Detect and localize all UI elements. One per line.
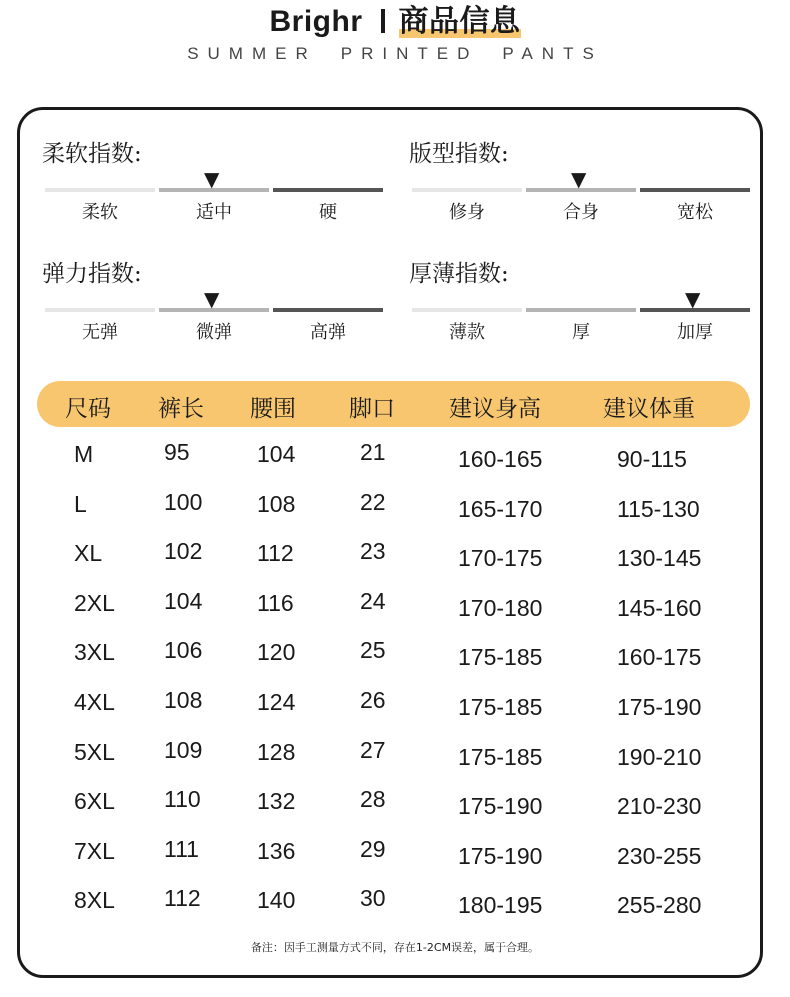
index-scale-bar — [45, 308, 155, 312]
title-separator — [381, 9, 385, 33]
table-cell: 140 — [257, 887, 296, 914]
header-size: 尺码 — [65, 396, 111, 422]
index-label: 弹力指数: — [42, 261, 142, 287]
index-option: 微弹 — [196, 322, 232, 343]
table-row — [0, 736, 790, 787]
table-cell: 5XL — [74, 738, 115, 765]
table-cell: 24 — [360, 587, 386, 614]
table-cell: 23 — [360, 538, 386, 565]
index-option: 修身 — [449, 202, 485, 223]
table-cell: 255-280 — [617, 892, 702, 919]
table-cell: 21 — [360, 439, 386, 465]
table-cell: 116 — [257, 589, 294, 616]
table-cell: 22 — [360, 488, 386, 515]
header-hem: 脚口 — [349, 396, 395, 422]
subtitle-word: PANTS — [502, 44, 603, 63]
table-cell: 132 — [257, 788, 296, 815]
index-option: 硬 — [319, 202, 337, 223]
table-row — [0, 835, 790, 886]
table-cell: XL — [74, 540, 103, 567]
index-option: 无弹 — [82, 322, 118, 343]
table-cell: 7XL — [74, 837, 115, 864]
table-cell: 108 — [164, 687, 203, 713]
header-length: 裤长 — [158, 396, 204, 422]
table-cell: 175-190 — [458, 842, 543, 869]
table-row — [0, 788, 790, 836]
table-cell: 104 — [257, 441, 296, 467]
index-option: 高弹 — [310, 322, 346, 343]
table-cell: 26 — [360, 687, 386, 713]
title-cn — [399, 0, 521, 40]
table-cell: 136 — [257, 837, 296, 864]
table-cell: 29 — [360, 835, 386, 862]
table-cell: 124 — [257, 689, 296, 715]
table-cell: 175-190 — [617, 694, 702, 720]
table-cell: 230-255 — [617, 842, 702, 869]
index-scale-bar — [640, 188, 750, 192]
index-option: 厚 — [572, 322, 590, 343]
table-cell: L — [74, 490, 87, 517]
index-label: 厚薄指数: — [409, 261, 509, 287]
table-cell: 180-195 — [458, 892, 543, 919]
index-option: 适中 — [196, 202, 232, 223]
table-cell: 190-210 — [617, 743, 702, 770]
table-cell: 102 — [164, 538, 203, 565]
size-table-header — [37, 381, 750, 427]
table-row — [0, 587, 790, 638]
index-scale-bar — [526, 308, 636, 312]
table-cell: 104 — [164, 587, 203, 614]
table-cell: 210-230 — [617, 793, 702, 820]
table-cell: 165-170 — [458, 495, 543, 522]
table-cell: 170-175 — [458, 545, 543, 572]
table-cell: 112 — [257, 540, 294, 567]
table-cell: 145-160 — [617, 594, 702, 621]
table-cell: 175-185 — [458, 694, 543, 720]
table-row — [0, 441, 790, 489]
table-cell: 120 — [257, 639, 296, 666]
table-cell: 3XL — [74, 639, 115, 666]
header-height: 建议身高 — [449, 396, 541, 422]
footnote: 备注：因手工测量方式不同，存在1-2CM误差，属于合理。 — [250, 941, 540, 954]
index-option: 薄款 — [449, 322, 485, 343]
table-cell: 115-130 — [617, 495, 700, 522]
table-cell: 175-185 — [458, 743, 543, 770]
index-option: 宽松 — [677, 202, 713, 223]
selected-marker-icon: ▼ — [204, 167, 220, 191]
table-cell: 160-165 — [458, 446, 543, 472]
table-cell: 112 — [164, 885, 201, 912]
table-cell: 27 — [360, 736, 386, 763]
table-row — [0, 639, 790, 687]
table-cell: 108 — [257, 490, 296, 517]
table-cell: 110 — [164, 786, 201, 813]
page-header — [0, 0, 790, 90]
index-option: 加厚 — [677, 322, 713, 343]
table-cell: 2XL — [74, 589, 115, 616]
table-cell: 6XL — [74, 788, 115, 815]
subtitle-word: PRINTED — [340, 44, 479, 63]
table-cell: 111 — [164, 835, 199, 862]
title-cn-text: 商品信息 — [398, 4, 521, 39]
index-label: 柔软指数: — [42, 141, 142, 167]
table-cell: 109 — [164, 736, 203, 763]
table-cell: 160-175 — [617, 644, 702, 671]
index-scale-bar — [45, 188, 155, 192]
table-cell: 30 — [360, 885, 386, 912]
table-cell: M — [74, 441, 94, 467]
brand-name: Brighr — [269, 5, 363, 38]
table-cell: 28 — [360, 786, 386, 813]
index-scale-bar — [273, 308, 383, 312]
selected-marker-icon: ▼ — [685, 287, 701, 311]
selected-marker-icon: ▼ — [571, 167, 587, 191]
index-label: 版型指数: — [409, 141, 509, 167]
table-row — [0, 540, 790, 588]
table-cell: 175-190 — [458, 793, 543, 820]
table-cell: 90-115 — [617, 446, 687, 472]
index-option: 合身 — [563, 202, 599, 223]
table-cell: 175-185 — [458, 644, 543, 671]
table-row — [0, 488, 790, 539]
index-scale-bar — [273, 188, 383, 192]
table-cell: 95 — [164, 439, 190, 465]
index-scale-bar — [412, 308, 522, 312]
table-cell: 170-180 — [458, 594, 543, 621]
index-option: 柔软 — [82, 202, 118, 223]
header-weight: 建议体重 — [603, 396, 695, 422]
table-row — [0, 887, 790, 935]
table-row — [0, 689, 790, 737]
subtitle — [0, 44, 790, 64]
table-cell: 128 — [257, 738, 296, 765]
subtitle-word: SUMMER — [187, 44, 317, 63]
table-cell: 130-145 — [617, 545, 702, 572]
table-cell: 25 — [360, 637, 386, 664]
table-cell: 4XL — [74, 689, 115, 715]
header-waist: 腰围 — [250, 396, 296, 422]
table-cell: 106 — [164, 637, 203, 664]
table-cell: 100 — [164, 488, 203, 515]
page-title — [0, 0, 790, 40]
table-cell: 8XL — [74, 887, 115, 914]
index-scale-bar — [412, 188, 522, 192]
selected-marker-icon: ▼ — [204, 287, 220, 311]
